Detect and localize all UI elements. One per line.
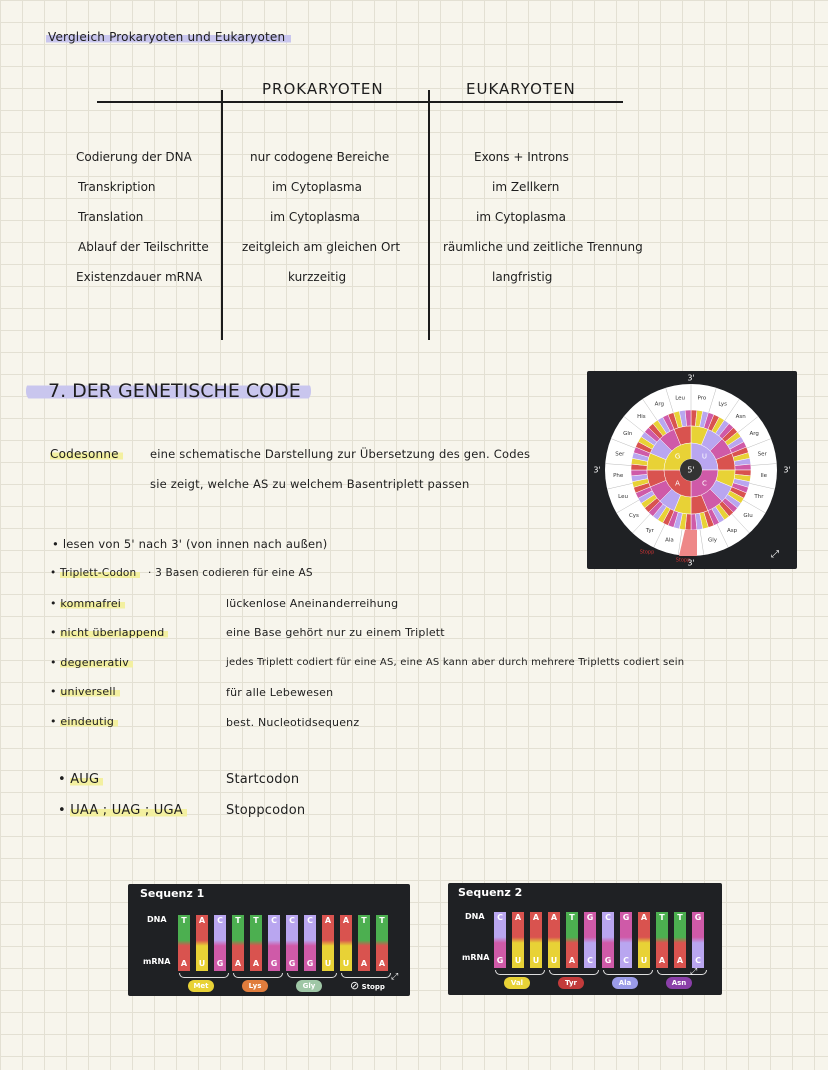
stop-label: Stopp — [639, 549, 655, 556]
dna-label: DNA — [465, 912, 485, 921]
amino-acid-pill: Lys — [242, 980, 268, 992]
dna-base: G — [694, 913, 702, 922]
code-sun-diagram — [587, 371, 797, 569]
mrna-base: G — [604, 956, 612, 965]
cell-prok: im Cytoplasma — [270, 210, 360, 224]
list-item: • eindeutig — [50, 715, 118, 728]
amino-acid-label: Asn — [735, 413, 746, 420]
codon-stop-desc: Stoppcodon — [226, 803, 306, 818]
mrna-base: C — [695, 956, 701, 965]
list-item: • kommafrei — [50, 597, 125, 610]
expand-icon[interactable]: ⤢ — [771, 549, 779, 560]
inner-base: A — [675, 479, 680, 488]
amino-acid-label: Tyr — [645, 527, 654, 534]
cell-euk: Exons + Introns — [474, 150, 569, 164]
amino-acid-label: Phe — [613, 472, 624, 479]
mrna-base: A — [658, 956, 666, 965]
amino-acid-label: Cys — [628, 513, 639, 520]
row-label: Codierung der DNA — [76, 150, 192, 164]
row-label: Existenzdauer mRNA — [76, 270, 203, 284]
mrna-base: U — [532, 956, 540, 965]
mrna-base: A — [378, 959, 386, 968]
amino-acid-label: Arg — [749, 431, 759, 437]
amino-acid-label: Asp — [727, 527, 738, 534]
list-item: • universell — [50, 685, 120, 698]
amino-acid-label: Lys — [718, 401, 728, 408]
inner-base: G — [674, 452, 681, 461]
page-title: Vergleich Prokaryoten und Eukaryoten — [46, 30, 291, 44]
sequence-2-panel — [448, 883, 722, 995]
codon-brace — [603, 970, 653, 975]
codesonne-definition: eine schematische Darstellung zur Übersetzung des gen. Codes — [150, 447, 531, 461]
cell-euk: räumliche und zeitliche Trennung — [443, 240, 643, 254]
dna-base: G — [622, 913, 630, 922]
sequence-2-title: Sequenz 2 — [458, 886, 523, 899]
mrna-base: G — [496, 956, 504, 965]
cell-prok: kurzzeitig — [288, 270, 347, 284]
list-item-desc: best. Nucleotidsequenz — [226, 716, 360, 729]
amino-acid-pill: Met — [188, 980, 214, 992]
amino-acid-pill: Gly — [296, 980, 322, 992]
dna-base: A — [342, 916, 350, 925]
mrna-label: mRNA — [462, 953, 490, 962]
amino-acid-pill: ⊘ Stopp — [350, 979, 385, 992]
dna-base: C — [307, 916, 313, 925]
list-item-term: degenerativ — [60, 656, 133, 669]
codon-brace — [233, 973, 283, 978]
dna-base: A — [514, 913, 522, 922]
mrna-base: G — [216, 959, 224, 968]
sequence-1-strands — [178, 912, 400, 992]
code-sun-image — [587, 371, 797, 569]
dna-base: T — [253, 916, 259, 925]
table-header-rule — [97, 101, 623, 103]
mrna-base: C — [623, 956, 629, 965]
list-item-desc: lückenlose Aneinanderreihung — [226, 597, 399, 610]
dna-base: T — [379, 916, 385, 925]
amino-acid-pill: Ala — [612, 977, 638, 989]
row-label: Translation — [78, 210, 144, 224]
amino-acid-label: Gly — [707, 537, 718, 544]
mrna-base: A — [180, 959, 188, 968]
codon-start-term: AUG — [70, 772, 103, 787]
sequence-2-strands — [494, 909, 716, 989]
mrna-base: U — [514, 956, 522, 965]
bottom-label: 3' — [687, 558, 695, 568]
list-item-desc: für alle Lebewesen — [226, 686, 334, 699]
expand-icon[interactable]: ⤢ — [391, 972, 399, 982]
inner-base: C — [701, 479, 707, 488]
mrna-base: A — [252, 959, 260, 968]
amino-acid-label: Leu — [618, 494, 628, 501]
dna-base: A — [550, 913, 558, 922]
stop-label: Stopp — [675, 557, 691, 564]
amino-acid-label: Leu — [675, 395, 686, 402]
dna-base: A — [640, 913, 648, 922]
mrna-base: U — [342, 959, 350, 968]
dna-base: G — [586, 913, 594, 922]
center-label: 5' — [687, 465, 695, 475]
cell-euk: langfristig — [492, 270, 553, 284]
dna-base: T — [677, 913, 683, 922]
list-item-desc: jedes Triplett codiert für eine AS, eine AS kann aber durch mehrere Tripletts codiert sein — [226, 657, 685, 668]
top-label: 3' — [687, 373, 695, 383]
amino-acid-pill: Asn — [666, 977, 692, 989]
dna-label: DNA — [147, 915, 167, 924]
codon-brace — [287, 973, 337, 978]
list-item: • degenerativ — [50, 656, 133, 669]
dna-base: T — [659, 913, 665, 922]
amino-acid-pill: Val — [504, 977, 530, 989]
dna-base: A — [198, 916, 206, 925]
list-item-desc-text: 3 Basen codieren für eine AS — [155, 567, 313, 579]
cell-prok: im Cytoplasma — [272, 180, 362, 194]
dna-base: C — [497, 913, 503, 922]
amino-acid-label: Glu — [743, 513, 753, 520]
amino-acid-label: Ala — [665, 537, 674, 544]
dna-base: C — [605, 913, 611, 922]
mrna-base: G — [288, 959, 296, 968]
mrna-base: A — [234, 959, 242, 968]
codesonne-term: Codesonne — [50, 447, 123, 461]
mrna-base: A — [568, 956, 576, 965]
codon-brace — [495, 970, 545, 975]
list-item: • Triplett-Codon — [50, 567, 140, 579]
dna-base: T — [235, 916, 241, 925]
list-item-term: universell — [60, 685, 119, 698]
amino-acid-label: Ser — [757, 451, 767, 458]
table-divider-2 — [428, 90, 430, 340]
list-item-term: Triplett-Codon — [60, 567, 140, 579]
dna-base: C — [217, 916, 223, 925]
mrna-base: U — [324, 959, 332, 968]
cell-prok: zeitgleich am gleichen Ort — [242, 240, 401, 254]
mrna-base: G — [270, 959, 278, 968]
section-heading: 7. DER GENETISCHE CODE — [26, 380, 311, 402]
list-item: • nicht überlappend — [50, 626, 168, 639]
mrna-base: C — [587, 956, 593, 965]
dna-base: A — [324, 916, 332, 925]
list-item-desc: · 3 Basen codieren für eine AS — [148, 567, 313, 579]
cell-euk: im Zellkern — [492, 180, 560, 194]
cell-euk: im Cytoplasma — [476, 210, 566, 224]
amino-acid-label: Thr — [754, 494, 764, 501]
codon-start-desc: Startcodon — [226, 772, 300, 787]
cell-prok: nur codogene Bereiche — [250, 150, 390, 164]
amino-acid-label: Ile — [760, 472, 768, 479]
list-item-desc: eine Base gehört nur zu einem Triplett — [226, 626, 445, 639]
list-item-term: eindeutig — [60, 715, 118, 728]
list-item-term: kommafrei — [60, 597, 125, 610]
list-item: • lesen von 5' nach 3' (von innen nach außen) — [52, 537, 328, 551]
mrna-label: mRNA — [143, 957, 171, 966]
right-label: 3' — [783, 465, 791, 475]
amino-acid-label: Arg — [654, 401, 665, 408]
row-label: Transkription — [78, 180, 156, 194]
codon-start: • AUG — [58, 772, 103, 787]
codon-stop-term: UAA ; UAG ; UGA — [70, 803, 187, 818]
amino-acid-label: Ser — [615, 451, 625, 458]
dna-base: C — [271, 916, 277, 925]
mrna-base: A — [676, 956, 684, 965]
mrna-base: U — [198, 959, 206, 968]
mrna-base: A — [360, 959, 368, 968]
list-item-term: nicht überlappend — [60, 626, 168, 639]
amino-acid-label: His — [637, 413, 646, 420]
dna-base: C — [289, 916, 295, 925]
codon-brace — [657, 970, 707, 975]
table-divider-1 — [221, 90, 223, 340]
dna-base: A — [532, 913, 540, 922]
amino-acid-pill: Tyr — [558, 977, 584, 989]
expand-icon[interactable]: ⤢ — [690, 967, 698, 977]
codesonne-definition-2: sie zeigt, welche AS zu welchem Basentriplett passen — [150, 477, 470, 491]
inner-base: U — [701, 452, 707, 461]
left-label: 3' — [593, 465, 601, 475]
column-header-eukaryoten: EUKARYOTEN — [466, 80, 576, 98]
mrna-base: U — [640, 956, 648, 965]
sequence-1-panel — [128, 884, 410, 996]
codon-stop: • UAA ; UAG ; UGA — [58, 803, 187, 818]
dna-base: T — [569, 913, 575, 922]
column-header-prokaryoten: PROKARYOTEN — [262, 80, 384, 98]
codon-brace — [341, 973, 391, 978]
mrna-base: G — [306, 959, 314, 968]
amino-acid-label: Pro — [697, 395, 707, 402]
codon-brace — [179, 973, 229, 978]
row-label: Ablauf der Teilschritte — [78, 240, 209, 254]
dna-base: T — [181, 916, 187, 925]
sequence-1-title: Sequenz 1 — [140, 887, 205, 900]
amino-acid-label: Gln — [623, 431, 633, 437]
mrna-base: U — [550, 956, 558, 965]
codon-brace — [549, 970, 599, 975]
list-item-term: lesen von 5' nach 3' (von innen nach außen) — [62, 537, 328, 551]
dna-base: T — [361, 916, 367, 925]
